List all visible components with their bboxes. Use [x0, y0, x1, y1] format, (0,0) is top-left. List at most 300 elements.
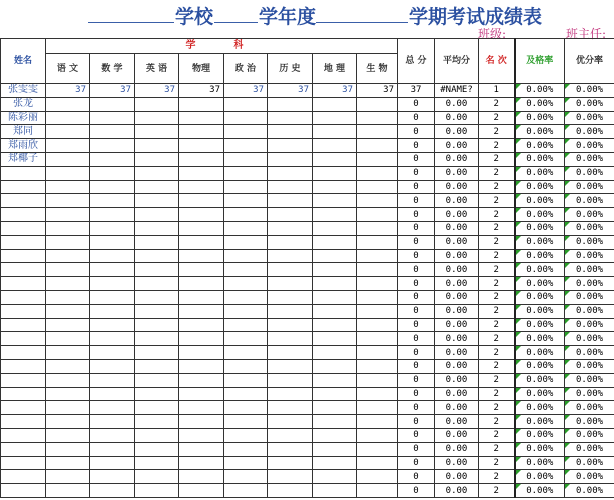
score-cell[interactable]: [268, 208, 313, 222]
score-cell[interactable]: [224, 484, 268, 498]
total-cell: 0: [398, 263, 435, 277]
score-cell[interactable]: [179, 387, 224, 401]
excellent-rate-cell: 0.00%: [565, 152, 614, 166]
score-cell[interactable]: [357, 249, 398, 263]
score-cell[interactable]: [46, 304, 90, 318]
header-subjects-group: 学 科: [46, 39, 398, 54]
score-cell[interactable]: [90, 194, 135, 208]
score-cell[interactable]: [268, 180, 313, 194]
score-cell[interactable]: [268, 97, 313, 111]
total-cell: 0: [398, 152, 435, 166]
score-cell[interactable]: [90, 373, 135, 387]
score-cell[interactable]: [313, 373, 357, 387]
score-cell[interactable]: [179, 97, 224, 111]
score-cell[interactable]: [313, 359, 357, 373]
score-cell[interactable]: [46, 387, 90, 401]
score-cell[interactable]: [90, 180, 135, 194]
score-cell[interactable]: [135, 428, 179, 442]
student-name-cell[interactable]: [1, 401, 46, 415]
table-row: [1, 428, 614, 442]
score-cell[interactable]: [224, 208, 268, 222]
score-cell[interactable]: [224, 221, 268, 235]
score-cell[interactable]: [224, 428, 268, 442]
score-cell[interactable]: [135, 456, 179, 470]
score-cell[interactable]: [90, 456, 135, 470]
score-cell[interactable]: [357, 208, 398, 222]
student-name-cell[interactable]: [1, 415, 46, 429]
score-cell[interactable]: [46, 111, 90, 125]
score-cell[interactable]: [224, 125, 268, 139]
score-cell[interactable]: [313, 304, 357, 318]
score-cell[interactable]: [135, 277, 179, 291]
average-cell: 0.00: [435, 152, 479, 166]
score-cell[interactable]: [90, 263, 135, 277]
score-cell[interactable]: [268, 442, 313, 456]
score-cell[interactable]: [179, 304, 224, 318]
score-cell[interactable]: 37: [224, 84, 268, 98]
average-cell: 0.00: [435, 373, 479, 387]
score-cell[interactable]: [313, 125, 357, 139]
total-cell: 0: [398, 97, 435, 111]
student-name-cell[interactable]: 张龙: [1, 97, 46, 111]
score-cell[interactable]: [268, 166, 313, 180]
score-cell[interactable]: [46, 125, 90, 139]
score-cell[interactable]: [313, 97, 357, 111]
score-cell[interactable]: [357, 470, 398, 484]
score-cell[interactable]: [90, 470, 135, 484]
score-cell[interactable]: [179, 194, 224, 208]
student-name-cell[interactable]: [1, 208, 46, 222]
score-cell[interactable]: [224, 277, 268, 291]
score-cell[interactable]: 37: [179, 84, 224, 98]
score-cell[interactable]: [357, 166, 398, 180]
score-cell[interactable]: [313, 456, 357, 470]
score-cell[interactable]: [224, 249, 268, 263]
score-cell[interactable]: [268, 290, 313, 304]
score-cell[interactable]: [46, 373, 90, 387]
score-cell[interactable]: 37: [90, 84, 135, 98]
score-cell[interactable]: 37: [268, 84, 313, 98]
score-cell[interactable]: [268, 484, 313, 498]
student-name-cell[interactable]: [1, 221, 46, 235]
score-cell[interactable]: [357, 359, 398, 373]
total-cell: 0: [398, 111, 435, 125]
average-cell: 0.00: [435, 249, 479, 263]
student-name-cell[interactable]: 郑雨欣: [1, 139, 46, 153]
score-cell[interactable]: [46, 456, 90, 470]
term-blank[interactable]: [316, 22, 408, 23]
score-cell[interactable]: [46, 221, 90, 235]
score-cell[interactable]: [357, 346, 398, 360]
score-cell[interactable]: [46, 290, 90, 304]
score-cell[interactable]: [46, 484, 90, 498]
score-cell[interactable]: [46, 428, 90, 442]
score-cell[interactable]: [179, 290, 224, 304]
score-cell[interactable]: [179, 484, 224, 498]
score-cell[interactable]: [135, 442, 179, 456]
score-cell[interactable]: [224, 139, 268, 153]
score-cell[interactable]: [90, 139, 135, 153]
score-cell[interactable]: [46, 442, 90, 456]
score-cell[interactable]: [224, 373, 268, 387]
score-cell[interactable]: [90, 277, 135, 291]
student-name-cell[interactable]: 郑椰子: [1, 152, 46, 166]
score-cell[interactable]: [90, 415, 135, 429]
student-name-cell[interactable]: [1, 194, 46, 208]
score-cell[interactable]: [224, 415, 268, 429]
score-cell[interactable]: [268, 373, 313, 387]
excellent-rate-cell: 0.00%: [565, 456, 614, 470]
score-cell[interactable]: [179, 401, 224, 415]
score-cell[interactable]: [135, 318, 179, 332]
score-cell[interactable]: [46, 180, 90, 194]
score-cell[interactable]: [313, 249, 357, 263]
score-cell[interactable]: [224, 387, 268, 401]
school-blank[interactable]: [88, 22, 174, 23]
score-cell[interactable]: [268, 401, 313, 415]
score-cell[interactable]: [179, 152, 224, 166]
score-cell[interactable]: [90, 359, 135, 373]
score-cell[interactable]: [268, 221, 313, 235]
score-cell[interactable]: [46, 318, 90, 332]
score-cell[interactable]: [179, 111, 224, 125]
score-cell[interactable]: [357, 125, 398, 139]
score-cell[interactable]: [357, 484, 398, 498]
score-cell[interactable]: [357, 428, 398, 442]
score-cell[interactable]: [357, 290, 398, 304]
score-cell[interactable]: [90, 428, 135, 442]
score-cell[interactable]: [90, 290, 135, 304]
score-cell[interactable]: [357, 111, 398, 125]
score-cell[interactable]: [90, 221, 135, 235]
score-cell[interactable]: [135, 221, 179, 235]
score-cell[interactable]: [179, 318, 224, 332]
score-cell[interactable]: [179, 346, 224, 360]
score-cell[interactable]: [46, 346, 90, 360]
score-cell[interactable]: [357, 180, 398, 194]
score-cell[interactable]: [135, 180, 179, 194]
student-name-cell[interactable]: [1, 263, 46, 277]
score-cell[interactable]: [135, 470, 179, 484]
score-cell[interactable]: [46, 208, 90, 222]
student-name-cell[interactable]: [1, 456, 46, 470]
score-cell[interactable]: [224, 401, 268, 415]
score-cell[interactable]: [90, 249, 135, 263]
score-cell[interactable]: [313, 470, 357, 484]
score-cell[interactable]: [268, 387, 313, 401]
excellent-rate-cell: 0.00%: [565, 290, 614, 304]
score-cell[interactable]: [90, 401, 135, 415]
score-cell[interactable]: [224, 470, 268, 484]
score-cell[interactable]: [90, 152, 135, 166]
score-cell[interactable]: [46, 415, 90, 429]
student-name-cell[interactable]: 陈彩丽: [1, 111, 46, 125]
score-cell[interactable]: [313, 180, 357, 194]
score-cell[interactable]: [46, 277, 90, 291]
score-cell[interactable]: [135, 125, 179, 139]
excellent-rate-cell: 0.00%: [565, 263, 614, 277]
score-cell[interactable]: [357, 97, 398, 111]
score-cell[interactable]: [224, 97, 268, 111]
score-cell[interactable]: [357, 332, 398, 346]
score-cell[interactable]: [268, 263, 313, 277]
score-cell[interactable]: [313, 332, 357, 346]
score-cell[interactable]: [268, 346, 313, 360]
header-rank: 名 次: [479, 39, 515, 84]
score-cell[interactable]: [135, 111, 179, 125]
score-cell[interactable]: [268, 428, 313, 442]
score-cell[interactable]: [90, 208, 135, 222]
student-name-cell[interactable]: [1, 249, 46, 263]
score-cell[interactable]: [357, 401, 398, 415]
score-cell[interactable]: [313, 290, 357, 304]
student-name-cell[interactable]: [1, 180, 46, 194]
total-cell: 0: [398, 180, 435, 194]
score-cell[interactable]: [313, 208, 357, 222]
score-cell[interactable]: [90, 442, 135, 456]
score-cell[interactable]: [135, 249, 179, 263]
student-name-cell[interactable]: [1, 290, 46, 304]
score-cell[interactable]: [179, 125, 224, 139]
score-cell[interactable]: [224, 332, 268, 346]
score-cell[interactable]: [224, 442, 268, 456]
score-cell[interactable]: [90, 235, 135, 249]
score-cell[interactable]: [268, 249, 313, 263]
score-cell[interactable]: [224, 456, 268, 470]
score-cell[interactable]: [179, 332, 224, 346]
score-cell[interactable]: [268, 125, 313, 139]
score-cell[interactable]: [268, 456, 313, 470]
student-name-cell[interactable]: [1, 470, 46, 484]
score-cell[interactable]: [313, 442, 357, 456]
score-cell[interactable]: [90, 166, 135, 180]
student-name-cell[interactable]: 郑同: [1, 125, 46, 139]
score-cell[interactable]: [90, 387, 135, 401]
score-cell[interactable]: [224, 346, 268, 360]
student-name-cell[interactable]: [1, 304, 46, 318]
header-subject: 英 语: [135, 54, 179, 84]
score-cell[interactable]: [313, 235, 357, 249]
score-cell[interactable]: [135, 346, 179, 360]
score-cell[interactable]: [224, 318, 268, 332]
score-cell[interactable]: [179, 249, 224, 263]
student-name-cell[interactable]: [1, 442, 46, 456]
student-name-cell[interactable]: [1, 235, 46, 249]
score-cell[interactable]: [46, 332, 90, 346]
score-cell[interactable]: [357, 387, 398, 401]
score-cell[interactable]: [313, 166, 357, 180]
score-cell[interactable]: [224, 111, 268, 125]
score-cell[interactable]: [357, 318, 398, 332]
score-cell[interactable]: [268, 139, 313, 153]
student-name-cell[interactable]: [1, 346, 46, 360]
score-cell[interactable]: [313, 152, 357, 166]
score-cell[interactable]: [357, 235, 398, 249]
total-cell: 0: [398, 332, 435, 346]
excellent-rate-cell: 0.00%: [565, 332, 614, 346]
score-cell[interactable]: [224, 290, 268, 304]
score-cell[interactable]: [313, 139, 357, 153]
score-cell[interactable]: [135, 415, 179, 429]
student-name-cell[interactable]: [1, 277, 46, 291]
score-cell[interactable]: [135, 152, 179, 166]
score-cell[interactable]: [46, 166, 90, 180]
student-name-cell[interactable]: [1, 387, 46, 401]
score-cell[interactable]: [313, 415, 357, 429]
score-cell[interactable]: [135, 401, 179, 415]
score-cell[interactable]: [135, 304, 179, 318]
score-cell[interactable]: [90, 318, 135, 332]
score-cell[interactable]: [179, 235, 224, 249]
score-cell[interactable]: 37: [357, 84, 398, 98]
score-cell[interactable]: [135, 332, 179, 346]
score-cell[interactable]: [179, 180, 224, 194]
score-cell[interactable]: 37: [135, 84, 179, 98]
score-cell[interactable]: [46, 152, 90, 166]
score-cell[interactable]: [224, 304, 268, 318]
score-cell[interactable]: [179, 415, 224, 429]
score-cell[interactable]: [90, 125, 135, 139]
score-cell[interactable]: [46, 139, 90, 153]
score-cell[interactable]: [179, 442, 224, 456]
average-cell: 0.00: [435, 125, 479, 139]
score-cell[interactable]: 37: [313, 84, 357, 98]
score-cell[interactable]: [179, 428, 224, 442]
score-cell[interactable]: [357, 373, 398, 387]
score-cell[interactable]: [46, 235, 90, 249]
score-cell[interactable]: [224, 194, 268, 208]
score-cell[interactable]: [135, 208, 179, 222]
student-name-cell[interactable]: [1, 166, 46, 180]
score-cell[interactable]: [313, 263, 357, 277]
score-cell[interactable]: [179, 373, 224, 387]
score-cell[interactable]: [224, 235, 268, 249]
score-cell[interactable]: [135, 235, 179, 249]
score-cell[interactable]: [46, 263, 90, 277]
score-cell[interactable]: [135, 97, 179, 111]
score-cell[interactable]: [357, 152, 398, 166]
score-cell[interactable]: [313, 277, 357, 291]
score-cell[interactable]: [268, 470, 313, 484]
score-cell[interactable]: [46, 97, 90, 111]
score-cell[interactable]: [90, 484, 135, 498]
score-cell[interactable]: [46, 401, 90, 415]
student-name-cell[interactable]: [1, 373, 46, 387]
score-cell[interactable]: [357, 277, 398, 291]
score-cell[interactable]: [46, 359, 90, 373]
score-cell[interactable]: [179, 221, 224, 235]
score-cell[interactable]: [357, 221, 398, 235]
score-cell[interactable]: [268, 359, 313, 373]
year-blank[interactable]: [214, 22, 258, 23]
score-cell[interactable]: [357, 415, 398, 429]
score-cell[interactable]: [179, 277, 224, 291]
score-cell[interactable]: [224, 359, 268, 373]
score-cell[interactable]: [90, 346, 135, 360]
student-name-cell[interactable]: 张雯雯: [1, 84, 46, 98]
score-cell[interactable]: [313, 401, 357, 415]
score-cell[interactable]: [268, 235, 313, 249]
excellent-rate-cell: 0.00%: [565, 387, 614, 401]
score-cell[interactable]: [268, 277, 313, 291]
header-subject: 生 物: [357, 54, 398, 84]
score-cell[interactable]: [135, 139, 179, 153]
score-cell[interactable]: [90, 111, 135, 125]
score-cell[interactable]: [46, 249, 90, 263]
score-cell[interactable]: [135, 263, 179, 277]
pass-rate-cell: 0.00%: [515, 194, 565, 208]
score-cell[interactable]: [313, 484, 357, 498]
average-cell: 0.00: [435, 442, 479, 456]
score-cell[interactable]: [224, 152, 268, 166]
score-cell[interactable]: [268, 194, 313, 208]
score-cell[interactable]: [357, 139, 398, 153]
score-cell[interactable]: [313, 318, 357, 332]
table-row: [1, 401, 614, 415]
score-cell[interactable]: [268, 415, 313, 429]
score-cell[interactable]: [268, 304, 313, 318]
student-name-cell[interactable]: [1, 359, 46, 373]
table-row: [1, 387, 614, 401]
score-cell[interactable]: [313, 194, 357, 208]
score-cell[interactable]: [135, 387, 179, 401]
score-cell[interactable]: [90, 304, 135, 318]
score-cell[interactable]: [90, 332, 135, 346]
score-cell[interactable]: 37: [46, 84, 90, 98]
score-cell[interactable]: [179, 263, 224, 277]
average-cell: 0.00: [435, 470, 479, 484]
student-name-cell[interactable]: [1, 428, 46, 442]
score-cell[interactable]: [268, 152, 313, 166]
student-name-cell[interactable]: [1, 484, 46, 498]
score-cell[interactable]: [179, 166, 224, 180]
rank-cell: 2: [479, 208, 515, 222]
score-cell[interactable]: [268, 332, 313, 346]
score-cell[interactable]: [179, 359, 224, 373]
score-cell[interactable]: [313, 111, 357, 125]
score-cell[interactable]: [224, 263, 268, 277]
score-cell[interactable]: [46, 194, 90, 208]
score-cell[interactable]: [135, 290, 179, 304]
score-cell[interactable]: [135, 373, 179, 387]
score-cell[interactable]: [357, 263, 398, 277]
score-cell[interactable]: [268, 318, 313, 332]
score-cell[interactable]: [135, 166, 179, 180]
score-cell[interactable]: [224, 166, 268, 180]
score-cell[interactable]: [179, 470, 224, 484]
score-cell[interactable]: [357, 456, 398, 470]
student-name-cell[interactable]: [1, 332, 46, 346]
score-cell[interactable]: [90, 97, 135, 111]
score-cell[interactable]: [313, 221, 357, 235]
score-cell[interactable]: [179, 456, 224, 470]
score-cell[interactable]: [313, 387, 357, 401]
score-cell[interactable]: [313, 428, 357, 442]
score-cell[interactable]: [268, 111, 313, 125]
score-cell[interactable]: [224, 180, 268, 194]
score-cell[interactable]: [179, 139, 224, 153]
score-cell[interactable]: [357, 442, 398, 456]
score-cell[interactable]: [135, 359, 179, 373]
score-cell[interactable]: [313, 346, 357, 360]
score-cell[interactable]: [357, 194, 398, 208]
student-name-cell[interactable]: [1, 318, 46, 332]
score-cell[interactable]: [135, 484, 179, 498]
score-cell[interactable]: [179, 208, 224, 222]
score-cell[interactable]: [135, 194, 179, 208]
score-cell[interactable]: [46, 470, 90, 484]
score-cell[interactable]: [357, 304, 398, 318]
